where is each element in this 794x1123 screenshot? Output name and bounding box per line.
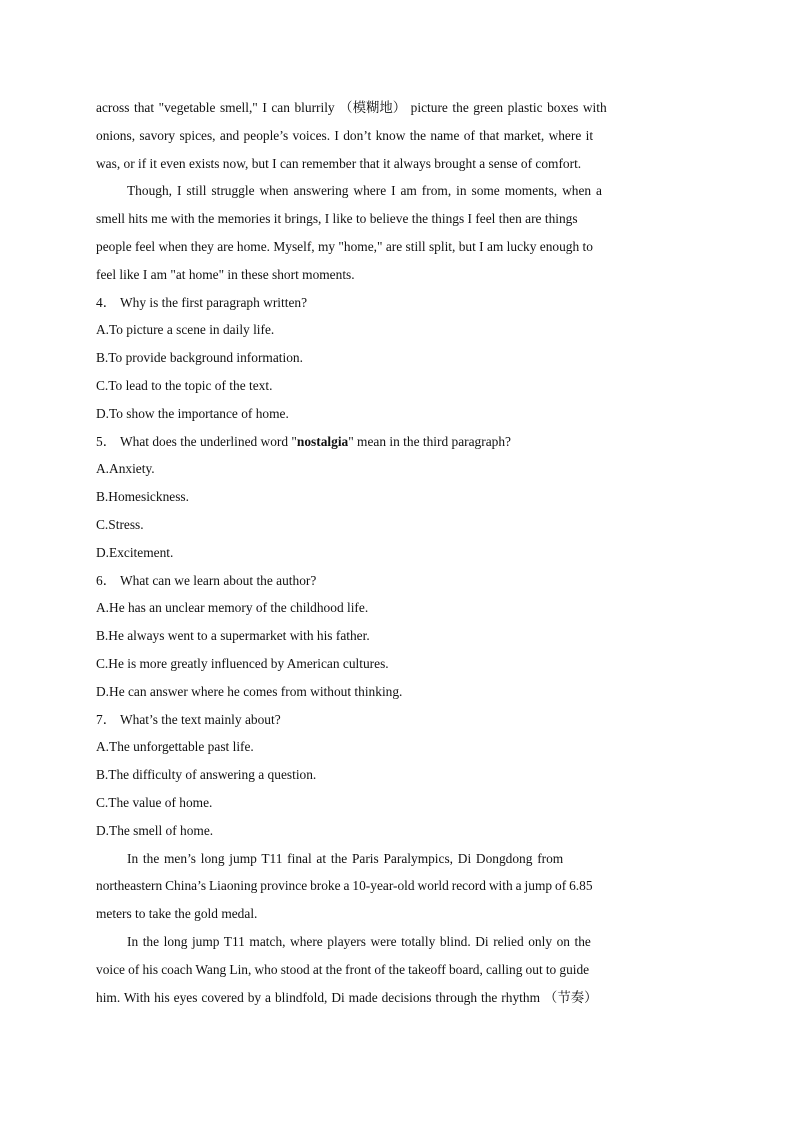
question-text-before: What does the underlined word ": [120, 433, 297, 449]
text-line: [96, 928, 700, 956]
option-b: B.Homesickness.: [96, 489, 189, 505]
option-a: A.Anxiety.: [96, 461, 155, 477]
question-number: 4．: [96, 294, 117, 310]
option-d: D.To show the importance of home.: [96, 405, 289, 421]
passage-a-paragraph-2: [96, 177, 700, 288]
text-line: across that "vegetable smell," I can blurrily （模糊地） picture the green plastic boxes with: [96, 100, 607, 115]
text-line: people feel when they are home. Myself, my "home," are still split, but I am lucky enough to: [96, 238, 593, 254]
option-b: B.To provide background information.: [96, 350, 303, 366]
underlined-word: nostalgia: [296, 433, 349, 449]
text-line-content: In the men’s long jump T11 final at the Paris Paralympics, Di Dongdong from: [127, 850, 564, 866]
question-text: Why is the first paragraph written?: [120, 294, 308, 310]
document-page: [96, 94, 700, 1011]
option-c: C.He is more greatly influenced by American cultures.: [96, 655, 389, 671]
passage-b-paragraph-2: [96, 928, 700, 1011]
text-line: northeastern China’s Liaoning province broke a 10-year-old world record with a jump of 6.85: [96, 878, 593, 894]
option-a: A.He has an unclear memory of the childhood life.: [96, 600, 369, 616]
option-d: D.The smell of home.: [96, 822, 214, 838]
option-c: C.Stress.: [96, 516, 144, 532]
question-7: [96, 706, 700, 845]
question-4: [96, 289, 700, 428]
option-d: D.Excitement.: [96, 544, 174, 560]
question-stem: [96, 289, 700, 317]
text-line: smell hits me with the memories it brings, I like to believe the things I feel then are things: [96, 211, 578, 227]
passage-b-paragraph-1: [96, 845, 700, 928]
text-line-content: Though, I still struggle when answering where I am from, in some moments, when a: [127, 183, 602, 199]
question-6: [96, 567, 700, 706]
option-c: C.To lead to the topic of the text.: [96, 377, 273, 393]
text-line-content: In the long jump T11 match, where players were totally blind. Di relied only on the: [127, 933, 591, 949]
question-stem: [96, 706, 700, 734]
option-a: A.To picture a scene in daily life.: [96, 322, 275, 338]
option-b: B.The difficulty of answering a question.: [96, 767, 317, 783]
text-line: onions, savory spices, and people’s voices. I don’t know the name of that market, where it: [96, 127, 594, 143]
text-line: him. With his eyes covered by a blindfold, Di made decisions through the rhythm （节奏）: [96, 989, 598, 1005]
text-line: meters to take the gold medal.: [96, 906, 258, 922]
text-line: [96, 845, 700, 873]
text-line: was, or if it even exists now, but I can remember that it always brought a sense of comfort.: [96, 155, 582, 171]
text-line: feel like I am "at home" in these short moments.: [96, 266, 355, 282]
question-number: 5．: [96, 433, 117, 449]
question-text: What’s the text mainly about?: [120, 711, 281, 727]
text-line: [96, 177, 700, 205]
question-stem: [96, 567, 700, 595]
option-c: C.The value of home.: [96, 794, 213, 810]
question-text-after: " mean in the third paragraph?: [348, 433, 511, 449]
option-a: A.The unforgettable past life.: [96, 739, 254, 755]
text-line: voice of his coach Wang Lin, who stood at the front of the takeoff board, calling out to guide: [96, 961, 590, 977]
option-d: D.He can answer where he comes from without thinking.: [96, 683, 403, 699]
question-5: [96, 428, 700, 567]
passage-a-paragraph-1: [96, 94, 700, 177]
option-b: B.He always went to a supermarket with his father.: [96, 628, 370, 644]
question-number: 7．: [96, 711, 117, 727]
question-number: 6．: [96, 572, 117, 588]
question-text: What can we learn about the author?: [120, 572, 317, 588]
question-stem: [96, 428, 700, 456]
